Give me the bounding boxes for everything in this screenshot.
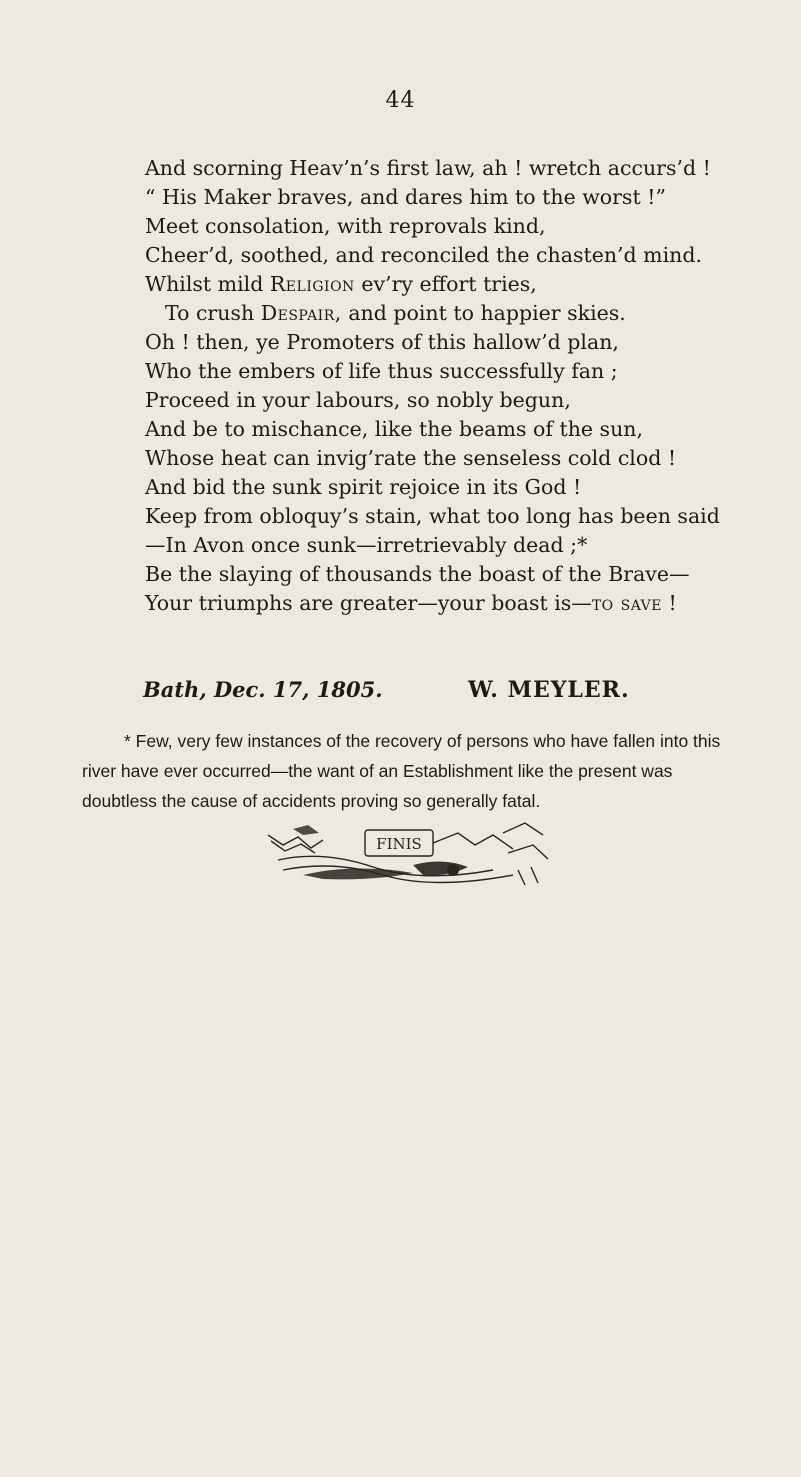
poem-line: And scorning Heav’n’s first law, ah ! wretch accurs’d ! bbox=[145, 156, 711, 180]
poem-line: Whose heat can invig’rate the senseless cold clod ! bbox=[145, 446, 677, 470]
poem-line: Oh ! then, ye Promoters of this hallow’d plan, bbox=[145, 330, 619, 354]
poem-text: and point to happier skies. bbox=[348, 301, 626, 325]
poem-text: To crush bbox=[165, 301, 255, 325]
poem-line bbox=[145, 590, 677, 616]
signature-place-date: Bath, Dec. 17, 1805. bbox=[143, 677, 383, 702]
poem-line: —In Avon once sunk—irretrievably dead ;* bbox=[145, 533, 588, 557]
poem-smallcaps-word: Despair, bbox=[260, 301, 342, 325]
poem-line: “ His Maker braves, and dares him to the worst !” bbox=[145, 185, 666, 209]
poem-line: Meet consolation, with reprovals kind, bbox=[145, 214, 546, 238]
poem-line: Proceed in your labours, so nobly begun, bbox=[145, 388, 571, 412]
finis-text: FINIS bbox=[376, 835, 422, 853]
poem-line: Keep from obloquy’s stain, what too long has been said bbox=[145, 504, 720, 528]
finis-ornament-graphic bbox=[263, 815, 553, 890]
poem-line bbox=[165, 300, 626, 326]
poem-line bbox=[145, 271, 537, 297]
poem-line: Be the slaying of thousands the boast of the Brave— bbox=[145, 562, 690, 586]
poem-smallcaps-word: Religion bbox=[269, 272, 355, 296]
poem-line: Cheer’d, soothed, and reconciled the chasten’d mind. bbox=[145, 243, 703, 267]
poem-text: ! bbox=[668, 591, 677, 615]
signature-name: W. MEYLER. bbox=[468, 677, 630, 703]
poem-text: Your triumphs are greater—your boast is— bbox=[145, 591, 592, 615]
page-number: 44 bbox=[385, 88, 416, 113]
poem-text: ev’ry effort tries, bbox=[361, 272, 537, 296]
poem-text: Whilst mild bbox=[145, 272, 264, 296]
poem-line: And bid the sunk spirit rejoice in its God ! bbox=[145, 475, 582, 499]
footnote: * Few, very few instances of the recovery of persons who have fallen into this river have ever occurred—the want of an Establishment like the present was doubtless the cause of accidents proving so generally fatal. bbox=[82, 731, 721, 811]
finis-ornament bbox=[263, 815, 553, 890]
poem-smallcaps-word: to save bbox=[591, 591, 662, 615]
poem-line: And be to mischance, like the beams of the sun, bbox=[145, 417, 643, 441]
poem-line: Who the embers of life thus successfully fan ; bbox=[145, 359, 618, 383]
